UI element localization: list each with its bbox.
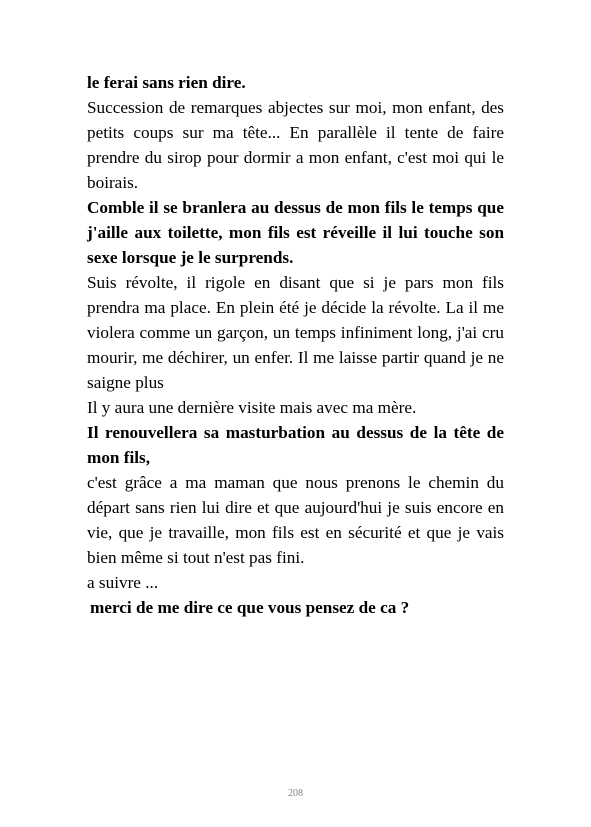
paragraph-4: Suis révolte, il rigole en disant que si je pars mon fils prendra ma place. En plein été je décide la révolte. La il me violera comme un garçon, un temps infiniment long, j'ai cru mourir, me déchirer, un enfer. Il me laisse partir quand je ne saigne plus — [87, 273, 504, 392]
paragraph-5: Il y aura une dernière visite mais avec ma mère. — [87, 398, 417, 417]
paragraph-8: a suivre ... — [87, 573, 159, 592]
paragraph-6: Il renouvellera sa masturbation au dessus de la tête de mon fils, — [87, 423, 504, 467]
paragraph-2: Succession de remarques abjectes sur moi, mon enfant, des petits coups sur ma tête... En parallèle il tente de faire prendre du sirop pour dormir a mon enfant, c'est moi qui le boirais. — [87, 98, 504, 192]
document-page — [87, 70, 504, 620]
paragraph-1: le ferai sans rien dire. — [87, 73, 246, 92]
paragraph-7: c'est grâce a ma maman que nous prenons le chemin du départ sans rien lui dire et que aujourd'hui je suis encore en vie, que je travaille, mon fils est en sécurité et que je vais bien même si tout n'est pas fini. — [87, 473, 504, 567]
page-number: 208 — [288, 788, 303, 799]
paragraph-9: merci de me dire ce que vous pensez de ca ? — [90, 598, 410, 617]
paragraph-3: Comble il se branlera au dessus de mon fils le temps que j'aille aux toilette, mon fils est réveille il lui touche son sexe lorsque je le surprends. — [87, 198, 504, 267]
